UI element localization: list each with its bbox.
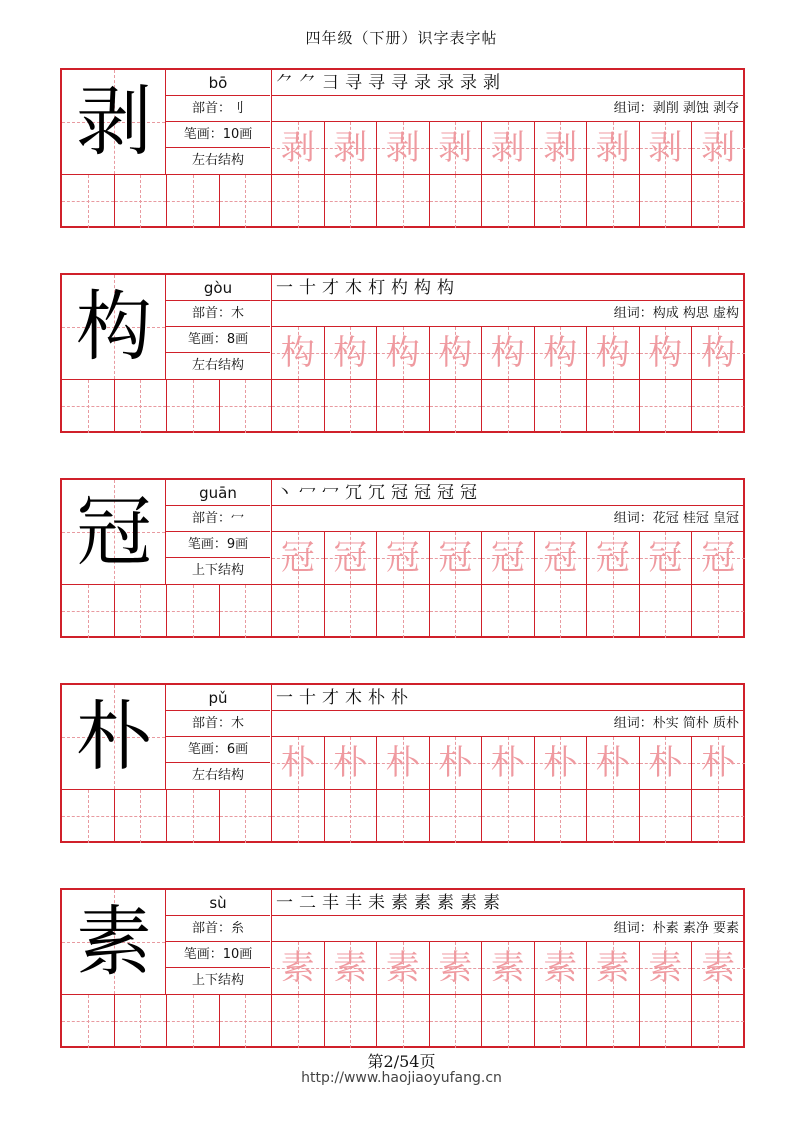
practice-cell[interactable] (272, 175, 325, 228)
practice-cell[interactable] (62, 995, 115, 1048)
character-block (60, 888, 745, 1048)
practice-cell[interactable] (115, 995, 168, 1048)
practice-cell[interactable] (535, 585, 588, 638)
model-character: 构 (76, 282, 152, 371)
trace-cell[interactable] (692, 737, 745, 789)
model-character-cell (62, 890, 166, 994)
trace-cell[interactable] (482, 737, 535, 789)
practice-cell[interactable] (325, 995, 378, 1048)
practice-cell[interactable] (377, 380, 430, 433)
trace-character: 构 (543, 333, 578, 373)
practice-cell[interactable] (167, 380, 220, 433)
practice-cell[interactable] (692, 790, 745, 843)
trace-character: 剥 (385, 128, 420, 168)
trace-cell[interactable] (640, 532, 693, 584)
stroke-step: 构 (437, 278, 454, 298)
stroke-step: 冗 (345, 483, 368, 503)
model-character-cell (62, 70, 166, 174)
practice-row (62, 584, 745, 638)
trace-character: 朴 (648, 743, 683, 783)
practice-cell[interactable] (692, 995, 745, 1048)
trace-cell[interactable] (535, 122, 588, 174)
trace-cell[interactable] (377, 122, 430, 174)
practice-cell[interactable] (587, 380, 640, 433)
trace-character: 剥 (280, 128, 315, 168)
trace-character: 冠 (385, 538, 420, 578)
stroke-step: 录 (414, 73, 437, 93)
character-info (166, 685, 272, 789)
structure: 左右结构 (191, 768, 244, 783)
stroke-count: 笔画：9画 (166, 532, 270, 558)
trace-cell[interactable] (325, 942, 378, 994)
structure: 上下结构 (191, 563, 244, 578)
character-block (60, 683, 745, 843)
stroke-step: ⺈ (276, 73, 299, 93)
trace-character: 剥 (595, 128, 630, 168)
trace-cell[interactable] (272, 737, 325, 789)
trace-row (272, 532, 745, 584)
stroke-step: 十 (299, 278, 322, 298)
model-character-cell (62, 275, 166, 379)
character-block (60, 68, 745, 228)
practice-cell[interactable] (692, 175, 745, 228)
practice-cell[interactable] (272, 790, 325, 843)
stroke-step: ⺈ (299, 73, 322, 93)
practice-cell[interactable] (692, 585, 745, 638)
trace-row (272, 737, 745, 789)
trace-character: 构 (333, 333, 368, 373)
practice-cell[interactable] (430, 995, 483, 1048)
trace-character: 朴 (438, 743, 473, 783)
trace-cell[interactable] (535, 327, 588, 379)
source-url[interactable]: http://www.haojiaoyufang.cn (301, 1070, 502, 1086)
practice-cell[interactable] (272, 995, 325, 1048)
trace-cell[interactable] (482, 327, 535, 379)
character-info (166, 275, 272, 379)
practice-cell[interactable] (430, 585, 483, 638)
stroke-step: 彐 (322, 73, 345, 93)
practice-cell[interactable] (62, 790, 115, 843)
trace-character: 构 (280, 333, 315, 373)
practice-row (62, 379, 745, 433)
practice-cell[interactable] (535, 790, 588, 843)
stroke-step: 冖 (322, 483, 345, 503)
pinyin: guān (166, 480, 270, 506)
practice-cell[interactable] (272, 585, 325, 638)
stroke-step: 才 (322, 688, 345, 708)
practice-cell[interactable] (430, 790, 483, 843)
trace-character: 朴 (543, 743, 578, 783)
trace-cell[interactable] (692, 327, 745, 379)
trace-character: 素 (385, 948, 420, 988)
stroke-count: 笔画：10画 (166, 942, 270, 968)
trace-character: 冠 (333, 538, 368, 578)
trace-character: 构 (490, 333, 525, 373)
stroke-step: 冠 (460, 483, 477, 503)
word-examples: 组词：朴素 素净 要素 (272, 916, 745, 942)
trace-cell[interactable] (640, 122, 693, 174)
practice-cell[interactable] (220, 790, 273, 843)
structure: 左右结构 (191, 153, 244, 168)
radical: 部首：冖 (166, 506, 270, 532)
practice-cell[interactable] (587, 995, 640, 1048)
practice-cell[interactable] (115, 585, 168, 638)
trace-cell[interactable] (640, 737, 693, 789)
trace-character: 朴 (701, 743, 736, 783)
trace-cell[interactable] (430, 737, 483, 789)
stroke-step: 录 (460, 73, 483, 93)
page-number: 第2/54页 (367, 1052, 436, 1071)
practice-cell[interactable] (62, 380, 115, 433)
character-info (166, 70, 272, 174)
trace-character: 构 (701, 333, 736, 373)
trace-character: 朴 (490, 743, 525, 783)
pinyin: bō (166, 70, 270, 96)
stroke-order (272, 890, 745, 916)
practice-cell[interactable] (535, 175, 588, 228)
stroke-step: 素 (483, 893, 500, 913)
practice-cell[interactable] (377, 790, 430, 843)
trace-character: 素 (333, 948, 368, 988)
model-character: 朴 (76, 692, 152, 781)
stroke-step: 耒 (368, 893, 391, 913)
trace-cell[interactable] (482, 122, 535, 174)
practice-cell[interactable] (325, 790, 378, 843)
practice-cell[interactable] (377, 995, 430, 1048)
practice-cell[interactable] (220, 175, 273, 228)
practice-cell[interactable] (220, 995, 273, 1048)
practice-cell[interactable] (640, 380, 693, 433)
stroke-step: 丰 (322, 893, 345, 913)
trace-character: 素 (595, 948, 630, 988)
trace-cell[interactable] (587, 737, 640, 789)
trace-cell[interactable] (692, 942, 745, 994)
trace-character: 朴 (280, 743, 315, 783)
model-character-cell (62, 685, 166, 789)
trace-row (272, 327, 745, 379)
practice-cell[interactable] (220, 585, 273, 638)
trace-character: 剥 (543, 128, 578, 168)
practice-cell[interactable] (115, 790, 168, 843)
character-block (60, 478, 745, 638)
practice-cell[interactable] (167, 585, 220, 638)
practice-cell[interactable] (535, 995, 588, 1048)
stroke-step: 杓 (391, 278, 414, 298)
trace-cell[interactable] (272, 327, 325, 379)
trace-cell[interactable] (482, 532, 535, 584)
stroke-step: 丶 (276, 483, 299, 503)
stroke-count: 笔画：10画 (166, 122, 270, 148)
trace-cell[interactable] (640, 327, 693, 379)
trace-cell[interactable] (377, 737, 430, 789)
practice-cell[interactable] (325, 175, 378, 228)
stroke-step: 二 (299, 893, 322, 913)
practice-cell[interactable] (62, 585, 115, 638)
trace-character: 剥 (701, 128, 736, 168)
trace-character: 构 (385, 333, 420, 373)
trace-cell[interactable] (535, 942, 588, 994)
trace-cell[interactable] (430, 122, 483, 174)
stroke-step: 木 (345, 688, 368, 708)
stroke-step: 素 (437, 893, 460, 913)
stroke-count: 笔画：6画 (166, 737, 270, 763)
stroke-step: 冖 (299, 483, 322, 503)
trace-character: 冠 (701, 538, 736, 578)
trace-character: 剥 (648, 128, 683, 168)
stroke-order (272, 480, 745, 506)
trace-cell[interactable] (325, 327, 378, 379)
practice-cell[interactable] (692, 380, 745, 433)
trace-character: 素 (280, 948, 315, 988)
stroke-step: 朾 (368, 278, 391, 298)
practice-cell[interactable] (115, 380, 168, 433)
stroke-step: 寻 (368, 73, 391, 93)
practice-row (62, 994, 745, 1048)
practice-cell[interactable] (587, 585, 640, 638)
trace-character: 构 (648, 333, 683, 373)
trace-cell[interactable] (377, 942, 430, 994)
trace-character: 剥 (490, 128, 525, 168)
stroke-step: 寻 (391, 73, 414, 93)
stroke-step: 丰 (345, 893, 368, 913)
stroke-step: 朴 (391, 688, 408, 708)
stroke-step: 冗 (368, 483, 391, 503)
trace-character: 剥 (438, 128, 473, 168)
stroke-step: 素 (414, 893, 437, 913)
stroke-step: 冠 (391, 483, 414, 503)
practice-cell[interactable] (587, 175, 640, 228)
trace-cell[interactable] (430, 532, 483, 584)
stroke-step: 素 (460, 893, 483, 913)
trace-cell[interactable] (482, 942, 535, 994)
trace-character: 构 (438, 333, 473, 373)
practice-cell[interactable] (482, 175, 535, 228)
stroke-order (272, 275, 745, 301)
practice-row (62, 789, 745, 843)
trace-cell[interactable] (272, 532, 325, 584)
character-block (60, 273, 745, 433)
radical: 部首：糸 (166, 916, 270, 942)
stroke-order (272, 70, 745, 96)
character-info (166, 890, 272, 994)
trace-cell[interactable] (692, 122, 745, 174)
practice-cell[interactable] (115, 175, 168, 228)
trace-character: 素 (438, 948, 473, 988)
structure: 左右结构 (191, 358, 244, 373)
practice-cell[interactable] (325, 380, 378, 433)
trace-cell[interactable] (377, 327, 430, 379)
trace-character: 素 (701, 948, 736, 988)
radical: 部首：木 (166, 711, 270, 737)
pinyin: sù (166, 890, 270, 916)
structure: 上下结构 (191, 973, 244, 988)
trace-character: 素 (543, 948, 578, 988)
stroke-step: 才 (322, 278, 345, 298)
trace-character: 冠 (648, 538, 683, 578)
practice-cell[interactable] (62, 175, 115, 228)
practice-cell[interactable] (535, 380, 588, 433)
trace-cell[interactable] (325, 737, 378, 789)
trace-character: 冠 (280, 538, 315, 578)
practice-cell[interactable] (640, 175, 693, 228)
word-examples: 组词：构成 构思 虚构 (272, 301, 745, 327)
practice-cell[interactable] (377, 585, 430, 638)
trace-row (272, 942, 745, 994)
trace-cell[interactable] (430, 327, 483, 379)
trace-character: 朴 (333, 743, 368, 783)
trace-cell[interactable] (430, 942, 483, 994)
stroke-step: 一 (276, 278, 299, 298)
stroke-count: 笔画：8画 (166, 327, 270, 353)
stroke-step: 寻 (345, 73, 368, 93)
trace-cell[interactable] (325, 122, 378, 174)
trace-cell[interactable] (587, 122, 640, 174)
practice-cell[interactable] (167, 790, 220, 843)
trace-row (272, 122, 745, 174)
practice-cell[interactable] (430, 175, 483, 228)
trace-character: 冠 (543, 538, 578, 578)
practice-cell[interactable] (482, 380, 535, 433)
trace-character: 朴 (595, 743, 630, 783)
trace-character: 朴 (385, 743, 420, 783)
character-info (166, 480, 272, 584)
practice-cell[interactable] (220, 380, 273, 433)
stroke-step: 构 (414, 278, 437, 298)
stroke-step: 木 (345, 278, 368, 298)
trace-cell[interactable] (587, 327, 640, 379)
word-examples: 组词：剥削 剥蚀 剥夺 (272, 96, 745, 122)
trace-character: 冠 (438, 538, 473, 578)
practice-cell[interactable] (377, 175, 430, 228)
trace-character: 素 (648, 948, 683, 988)
practice-row (62, 174, 745, 228)
trace-cell[interactable] (272, 122, 325, 174)
stroke-step: 剥 (483, 73, 500, 93)
radical: 部首：木 (166, 301, 270, 327)
radical: 部首：刂 (166, 96, 270, 122)
trace-character: 素 (490, 948, 525, 988)
trace-character: 冠 (595, 538, 630, 578)
practice-cell[interactable] (482, 790, 535, 843)
model-character: 冠 (76, 487, 152, 576)
practice-cell[interactable] (167, 995, 220, 1048)
word-examples: 组词：朴实 简朴 质朴 (272, 711, 745, 737)
stroke-step: 十 (299, 688, 322, 708)
stroke-step: 素 (391, 893, 414, 913)
stroke-step: 冠 (437, 483, 460, 503)
practice-cell[interactable] (482, 995, 535, 1048)
trace-cell[interactable] (640, 942, 693, 994)
trace-cell[interactable] (325, 532, 378, 584)
practice-cell[interactable] (640, 585, 693, 638)
trace-cell[interactable] (272, 942, 325, 994)
practice-cell[interactable] (325, 585, 378, 638)
model-character: 剥 (76, 77, 152, 166)
trace-character: 冠 (490, 538, 525, 578)
model-character: 素 (76, 897, 152, 986)
page-title: 四年级（下册）识字表字帖 (305, 29, 498, 47)
pinyin: pǔ (166, 685, 270, 711)
practice-cell[interactable] (640, 995, 693, 1048)
pinyin: gòu (166, 275, 270, 301)
word-examples: 组词：花冠 桂冠 皇冠 (272, 506, 745, 532)
practice-cell[interactable] (167, 175, 220, 228)
practice-cell[interactable] (482, 585, 535, 638)
stroke-step: 朴 (368, 688, 391, 708)
stroke-step: 一 (276, 688, 299, 708)
model-character-cell (62, 480, 166, 584)
stroke-step: 录 (437, 73, 460, 93)
trace-character: 构 (595, 333, 630, 373)
stroke-step: 冠 (414, 483, 437, 503)
stroke-order (272, 685, 745, 711)
practice-cell[interactable] (640, 790, 693, 843)
trace-cell[interactable] (535, 532, 588, 584)
practice-cell[interactable] (430, 380, 483, 433)
trace-cell[interactable] (535, 737, 588, 789)
trace-cell[interactable] (692, 532, 745, 584)
practice-cell[interactable] (272, 380, 325, 433)
trace-cell[interactable] (587, 532, 640, 584)
stroke-step: 一 (276, 893, 299, 913)
trace-cell[interactable] (377, 532, 430, 584)
practice-cell[interactable] (587, 790, 640, 843)
trace-character: 剥 (333, 128, 368, 168)
trace-cell[interactable] (587, 942, 640, 994)
